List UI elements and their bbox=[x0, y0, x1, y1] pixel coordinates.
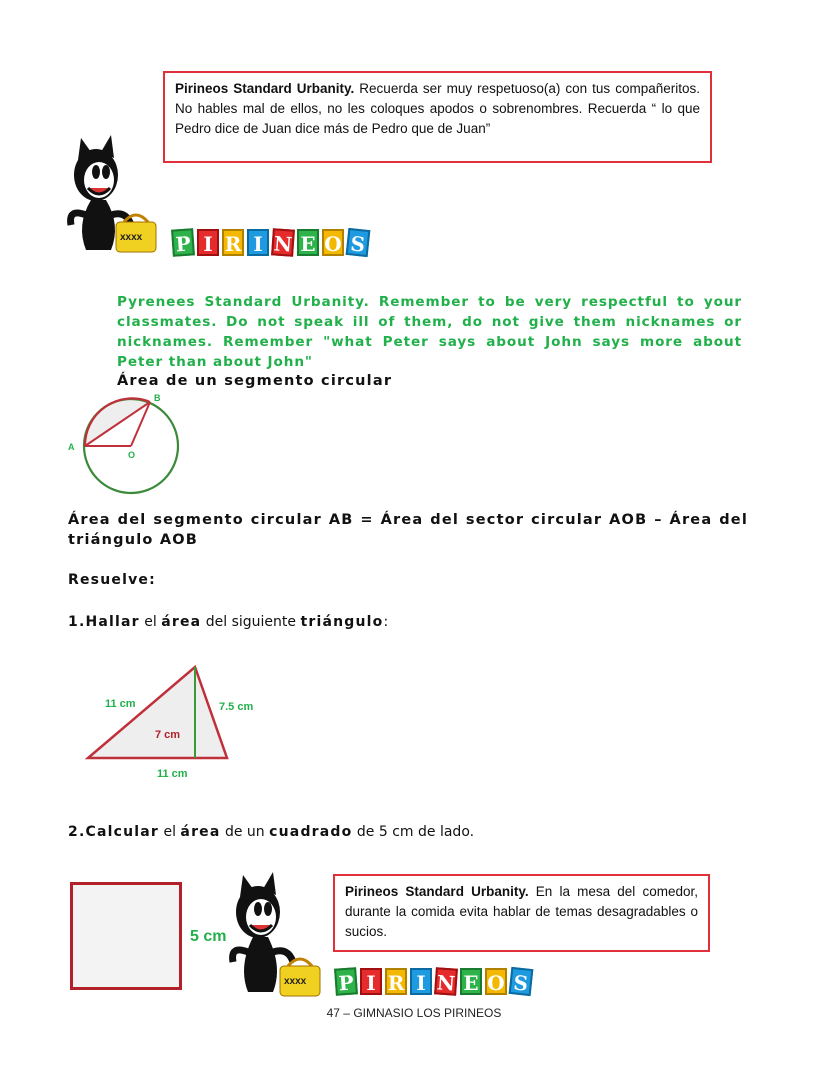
logo-letter: R bbox=[222, 229, 244, 256]
logo-letter: P bbox=[171, 228, 195, 256]
logo-letter: O bbox=[322, 229, 344, 256]
q-word: triángulo bbox=[300, 614, 384, 630]
q-text: de un bbox=[220, 824, 270, 840]
section-heading: Área de un segmento circular bbox=[117, 373, 393, 389]
label-base: 11 cm bbox=[157, 768, 188, 780]
q-text: el bbox=[159, 824, 181, 840]
label-b: B bbox=[154, 393, 161, 403]
square-diagram bbox=[70, 882, 182, 990]
q-text: del siguiente bbox=[201, 614, 301, 630]
logo-letter: S bbox=[509, 967, 534, 996]
logo-letter: P bbox=[334, 967, 358, 995]
q-text: el bbox=[139, 614, 162, 630]
logo-letter: R bbox=[385, 968, 407, 995]
q-word: Calcular bbox=[85, 824, 160, 840]
q-text: : bbox=[383, 614, 389, 630]
svg-text:xxxx: xxxx bbox=[284, 976, 307, 987]
english-translation: Pyrenees Standard Urbanity. Remember to be very respectful to your classmates. Do not speak ill of them, do not give them nicknames or nicknames. Remember "what Peter says about John says more about Peter than about John" bbox=[117, 294, 742, 370]
q-num: 1. bbox=[68, 614, 86, 630]
square-side-label: 5 cm bbox=[190, 928, 227, 945]
logo-letter: E bbox=[297, 229, 319, 256]
q-word: Hallar bbox=[85, 614, 140, 630]
pirineos-logo bbox=[172, 229, 369, 256]
triangle-diagram bbox=[80, 660, 270, 785]
note-text: En la mesa del comedor, durante la comida evita hablar de temas desagradables o sucios. bbox=[345, 884, 698, 939]
logo-letter: E bbox=[460, 968, 482, 995]
circular-segment-diagram bbox=[62, 392, 192, 497]
logo-letter: O bbox=[485, 968, 507, 995]
cat-mascot-icon bbox=[228, 872, 338, 1002]
label-o: O bbox=[128, 450, 136, 460]
note-title: Pirineos Standard Urbanity. bbox=[345, 884, 529, 899]
logo-letter: I bbox=[360, 968, 382, 995]
q-num: 2. bbox=[68, 824, 86, 840]
cat-mascot-icon bbox=[66, 130, 176, 260]
urbanity-note-bottom bbox=[333, 874, 710, 952]
q-text: de 5 cm de lado. bbox=[352, 824, 475, 840]
page-footer: 47 – GIMNASIO LOS PIRINEOS bbox=[326, 1006, 502, 1020]
q-word: cuadrado bbox=[269, 824, 353, 840]
q-word: área bbox=[180, 824, 221, 840]
logo-letter: S bbox=[346, 228, 371, 257]
label-right-side: 7.5 cm bbox=[219, 701, 254, 713]
formula-text: Área del segmento circular AB = Área del sector circular AOB – Área del triángulo AOB bbox=[68, 512, 748, 548]
note-title: Pirineos Standard Urbanity. bbox=[175, 81, 355, 96]
logo-letter: I bbox=[410, 968, 432, 995]
logo-letter: N bbox=[434, 967, 458, 995]
note-text: Recuerda ser muy respetuoso(a) con tus compañeritos. No hables mal de ellos, no les coloques apodos o sobrenombres. Recuerda “ lo que Pedro dice de Juan dice más de Pedro que de Juan” bbox=[175, 81, 700, 136]
svg-text:xxxx: xxxx bbox=[120, 232, 143, 243]
question-1 bbox=[68, 614, 388, 630]
urbanity-note-top bbox=[163, 71, 712, 163]
logo-letter: I bbox=[197, 229, 219, 256]
label-left-side: 11 cm bbox=[105, 698, 136, 710]
q-word: área bbox=[161, 614, 202, 630]
label-height: 7 cm bbox=[155, 729, 181, 741]
resuelve-label: Resuelve: bbox=[68, 572, 156, 588]
logo-letter: I bbox=[247, 229, 269, 256]
label-a: A bbox=[68, 442, 75, 452]
question-2 bbox=[68, 824, 474, 840]
pirineos-logo bbox=[335, 968, 532, 995]
logo-letter: N bbox=[271, 228, 295, 256]
